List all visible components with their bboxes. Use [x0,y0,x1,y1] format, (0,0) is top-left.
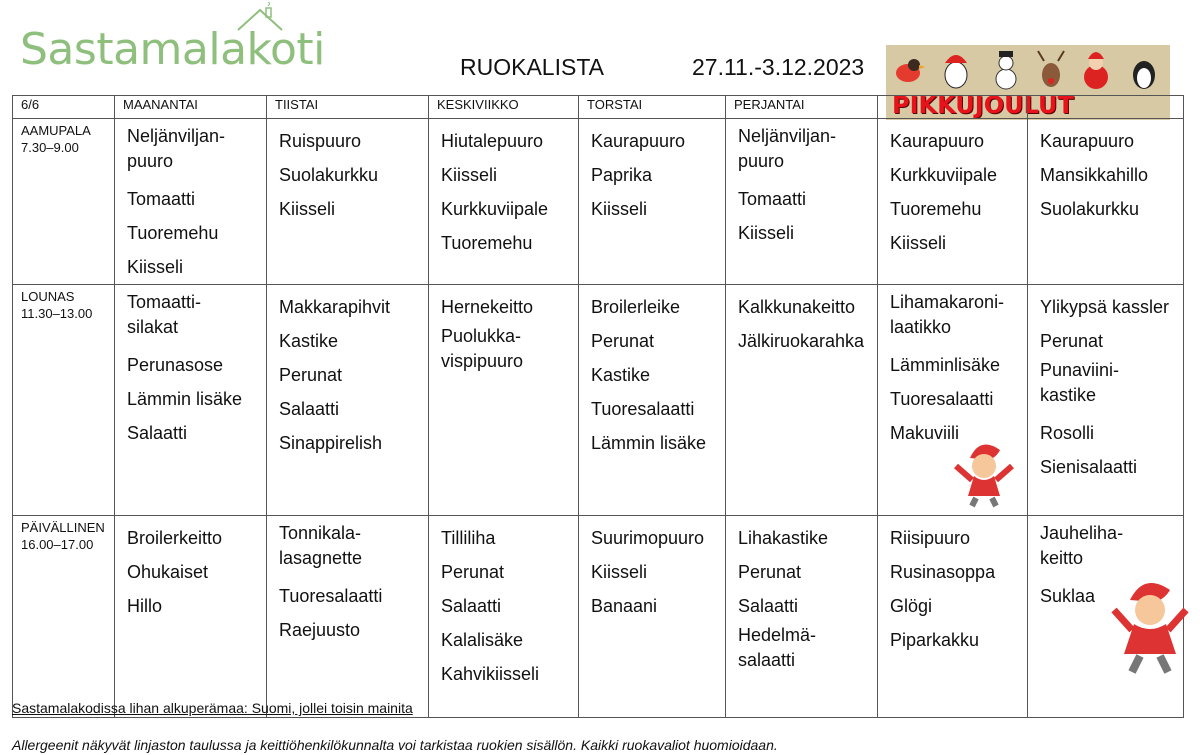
menu-item: Suolakurkku [279,165,379,185]
menu-item: Hiutalepuuro [441,131,544,151]
menu-item: Kiisseli [441,165,498,185]
meal-row [13,516,1184,718]
menu-item: Kiisseli [591,562,648,582]
menu-item: Kurkkuviipale [441,199,549,219]
date-range: 27.11.-3.12.2023 [692,54,865,80]
menu-item: Ohukaiset [127,562,209,582]
menu-cell [429,285,579,516]
menu-item: Hernekeitto [441,297,534,317]
column-header: TIISTAI [267,96,429,119]
menu-cell [115,285,267,516]
elf-icon [948,436,1020,508]
meal-time: 11.30–13.00 [21,306,93,321]
menu-item: Tuoremehu [127,223,219,243]
menu-item: Kiisseli [591,199,648,219]
column-header: MAANANTAI [115,96,267,119]
menu-cell [726,516,878,718]
menu-item: Kaurapuuro [591,131,686,151]
allergen-note: Allergeenit näkyvät linjaston taulussa ja keittiöhenkilökunnalta voi tarkistaa ruokien sisällön. Kaikki ruokavaliot huomioidaan. [12,737,778,753]
column-header [1028,96,1184,119]
christmas-characters-icon [886,45,1170,93]
menu-item: Kiisseli [738,223,795,243]
meal-time: 16.00–17.00 [21,537,94,552]
menu-cell [878,119,1028,285]
menu-cell [267,285,429,516]
menu-item: Riisipuuro [890,528,971,548]
menu-item: Puolukka- vispipuuro [441,326,524,371]
meal-label-cell [13,119,115,285]
menu-item: Glögi [890,596,933,616]
menu-cell [115,119,267,285]
menu-item: Kastike [591,365,651,385]
menu-cell [726,285,878,516]
sastamalakoti-logo [20,2,360,80]
menu-item: Tuoresalaatti [591,399,695,419]
menu-item: Lihamakaroni- laatikko [890,292,1005,337]
menu-item: Tonnikala- lasagnette [279,523,363,568]
menu-item: Jauheliha- keitto [1040,523,1124,568]
menu-item: Neljänviljan- puuro [738,126,837,171]
meal-row [13,119,1184,285]
menu-item: Salaatti [279,399,340,419]
menu-item: Kiisseli [127,257,184,277]
menu-item: Hillo [127,596,163,616]
menu-item: Kalalisäke [441,630,524,650]
menu-item: Kurkkuviipale [890,165,998,185]
menu-item: Jälkiruokarahka [738,331,865,351]
page-title: RUOKALISTA [460,54,604,80]
menu-item: Makuviili [890,423,960,443]
menu-item: Lihakastike [738,528,829,548]
menu-item: Piparkakku [890,630,980,650]
menu-item: Paprika [591,165,653,185]
menu-item: Perunat [441,562,505,582]
meal-name: LOUNAS [21,289,75,304]
banner-text: PIKKUJOULUT [892,91,1074,119]
menu-item: Broilerkeitto [127,528,223,548]
menu-item: Tilliliha [441,528,496,548]
elf-icon [1106,572,1194,680]
menu-cell [1028,285,1184,516]
meat-origin-note: Sastamalakodissa lihan alkuperämaa: Suomi, jollei toisin mainita [12,700,413,716]
menu-item: Banaani [591,596,658,616]
column-header: 6/6 [13,96,115,119]
menu-item: Kaurapuuro [1040,131,1135,151]
meal-name: PÄIVÄLLINEN [21,520,105,535]
menu-cell [429,119,579,285]
menu-item: Raejuusto [279,620,361,640]
menu-item: Mansikkahillo [1040,165,1149,185]
menu-item: Salaatti [127,423,188,443]
menu-item: Ylikypsä kassler [1040,297,1170,317]
menu-item: Sinappirelish [279,433,383,453]
menu-item: Makkarapihvit [279,297,391,317]
menu-item: Perunat [738,562,802,582]
menu-item: Kahvikiisseli [441,664,540,684]
menu-cell [726,119,878,285]
menu-item: Lämmin lisäke [127,389,243,409]
menu-item: Sienisalaatti [1040,457,1138,477]
menu-cell [429,516,579,718]
menu-cell [115,516,267,718]
column-header: TORSTAI [579,96,726,119]
menu-cell [1028,119,1184,285]
menu-item: Tuoresalaatti [279,586,383,606]
column-header: KESKIVIIKKO [429,96,579,119]
column-header [878,96,1028,119]
menu-item: Hedelmä- salaatti [738,625,817,670]
menu-item: Kiisseli [279,199,336,219]
menu-item: Suolakurkku [1040,199,1140,219]
menu-item: Lämmin lisäke [591,433,707,453]
meal-label-cell [13,285,115,516]
menu-item: Perunasose [127,355,224,375]
menu-item: Broilerleike [591,297,681,317]
menu-item: Tuoresalaatti [890,389,994,409]
menu-item: Salaatti [441,596,502,616]
menu-table [12,95,1184,718]
header-row [13,96,1184,119]
menu-item: Rosolli [1040,423,1095,443]
menu-item: Suurimopuuro [591,528,705,548]
menu-item: Perunat [1040,331,1104,351]
menu-item: Rusinasoppa [890,562,996,582]
menu-item: Kastike [279,331,339,351]
menu-cell [579,516,726,718]
menu-item: Tomaatti [738,189,807,209]
column-header: PERJANTAI [726,96,878,119]
menu-cell [878,516,1028,718]
menu-item: Tomaatti- silakat [127,292,202,337]
meal-time: 7.30–9.00 [21,140,79,155]
logo-text: Sastamalakoti [20,24,325,75]
menu-item: Lämminlisäke [890,355,1001,375]
menu-item: Kaurapuuro [890,131,985,151]
menu-item: Tuoremehu [890,199,982,219]
menu-item: Neljänviljan- puuro [127,126,226,171]
meal-name: AAMUPALA [21,123,91,138]
menu-item: Tuoremehu [441,233,533,253]
menu-item: Kalkkunakeitto [738,297,856,317]
menu-item: Tomaatti [127,189,196,209]
meal-label-cell [13,516,115,718]
menu-cell [579,119,726,285]
menu-cell [267,119,429,285]
menu-item: Perunat [279,365,343,385]
menu-item: Perunat [591,331,655,351]
menu-item: Punaviini- kastike [1040,360,1120,405]
menu-item: Suklaa [1040,586,1096,606]
menu-item: Salaatti [738,596,799,616]
menu-item: Ruispuuro [279,131,362,151]
menu-item: Kiisseli [890,233,947,253]
menu-cell [579,285,726,516]
menu-cell [267,516,429,718]
